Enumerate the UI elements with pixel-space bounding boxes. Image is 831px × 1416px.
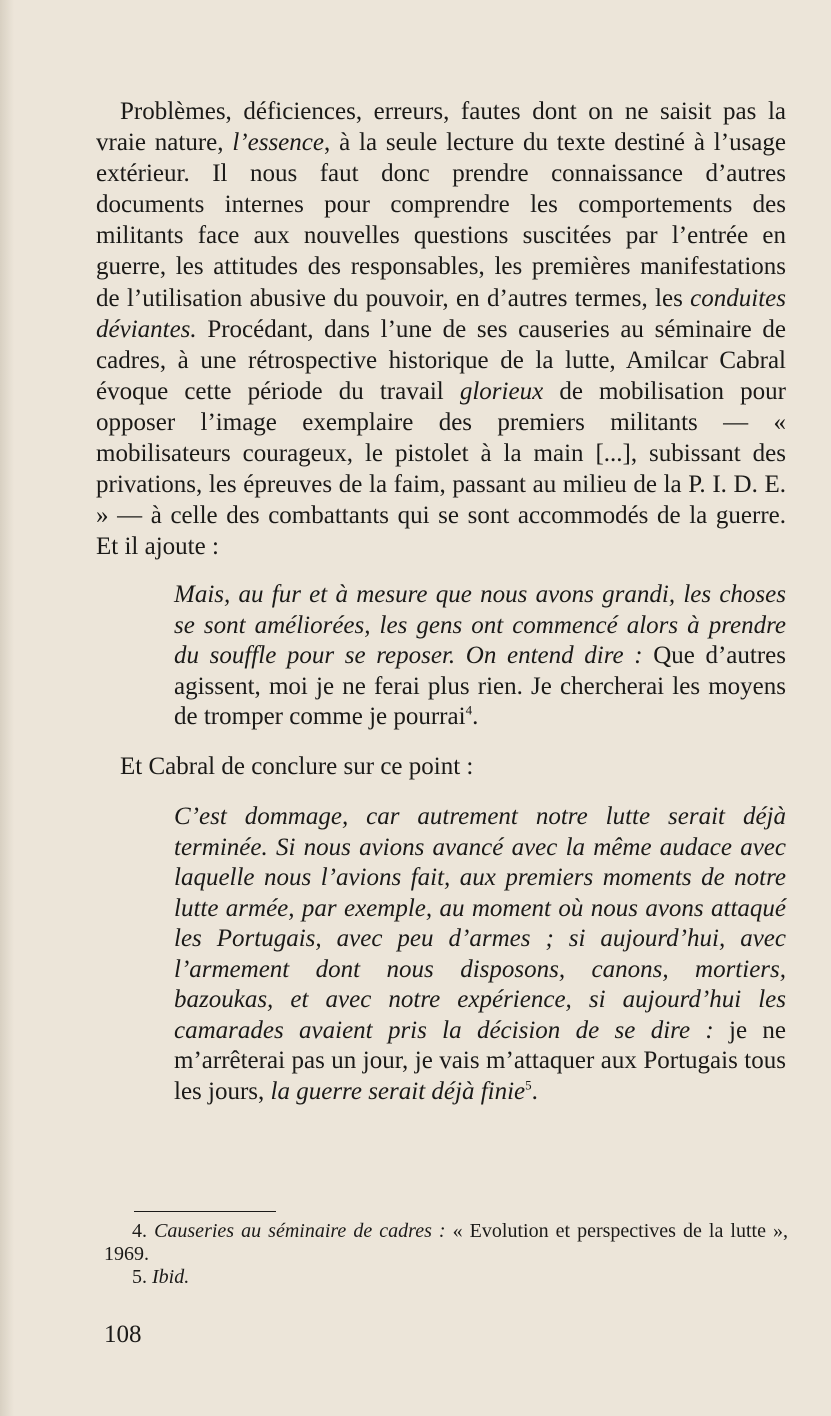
- text-run: je ne m’arrêterai pas un jour, je vais m’attaquer aux Portugais tous les jours,: [174, 1016, 787, 1105]
- italic-run: C’est dommage, car autrement notre lutte serait déjà terminée. Si nous avions avancé avec la même audace avec laquelle nous l’avions fait, aux premiers moments de notre lutte armée, par exemple, au moment où nous avons attaqué les Portugais, avec peu d’armes ; si aujourd’hui, avec l’armement dont nous disposons, canons, mortiers, bazoukas, et avec notre expérience, si aujourd’hui les camarades avaient pris la décision de se dire :: [174, 803, 786, 1044]
- footnote-divider: [134, 1211, 276, 1212]
- text-run: de mobilisation pour opposer l’image exemplaire des premiers militants — « mobilisateurs courageux, le pistolet à la main [...], subissant des privations, les épreuves de la faim, passant au milieu de la P. I. D. E. » — à celle des combattants qui se sont accommodés de la guerre. Et il ajoute :: [96, 377, 787, 561]
- paragraph-2: Et Cabral de conclure sur ce point :: [120, 752, 474, 780]
- block-quote-1: [174, 580, 786, 733]
- footnote-ref: 5: [525, 1077, 532, 1093]
- text-run: .: [531, 1077, 538, 1105]
- footnote-5: [104, 1266, 788, 1289]
- footnote-4: [104, 1220, 788, 1266]
- italic-run: Causeries au séminaire de cadres :: [154, 1220, 446, 1242]
- italic-run: l’essence: [232, 129, 324, 157]
- text-run: Procédant, dans l’une de ses causeries au séminaire de cadres, à une rétrospective historique de la lutte, Amilcar Cabral évoque cette période du travail: [96, 315, 786, 405]
- page-edge: [0, 0, 14, 1416]
- footnote-number: 4.: [132, 1220, 155, 1242]
- footnote-ref: 4: [465, 703, 473, 719]
- italic-run: conduites déviantes.: [96, 284, 786, 343]
- text-run: .: [472, 703, 479, 731]
- text-run: « Evolution et perspectives de la lutte », 1969.: [104, 1220, 789, 1265]
- italic-run: glorieux: [459, 377, 544, 405]
- italic-run: Ibid.: [152, 1266, 190, 1288]
- block-quote-2: [174, 802, 786, 1107]
- text-run: Problèmes, déficiences, erreurs, fautes dont on ne saisit pas la vraie nature,: [96, 98, 786, 157]
- paragraph-1: [96, 96, 786, 562]
- italic-run: la guerre serait déjà finie: [270, 1077, 526, 1105]
- page-number: 108: [104, 1321, 142, 1348]
- footnote-number: 5.: [132, 1266, 152, 1288]
- footnotes: [104, 1220, 788, 1289]
- text-run: , à la seule lecture du texte destiné à l’usage extérieur. Il nous faut donc prendre connaissance d’autres documents internes pour comprendre les comportements des militants face aux nouvelles questions suscitées par l’entrée en guerre, les attitudes des responsables, les premières manifestations de l’utilisation abusive du pouvoir, en d’autres termes, les: [96, 129, 786, 312]
- italic-run: Mais, au fur et à mesure que nous avons grandi, les choses se sont améliorées, les gens ont commencé alors à prendre du souffle pour se reposer. On entend dire :: [174, 581, 786, 670]
- body-text: [96, 96, 786, 1125]
- text-run: Que d’autres agissent, moi je ne ferai plus rien. Je chercherai les moyens de tromper comme je pourrai: [174, 642, 787, 731]
